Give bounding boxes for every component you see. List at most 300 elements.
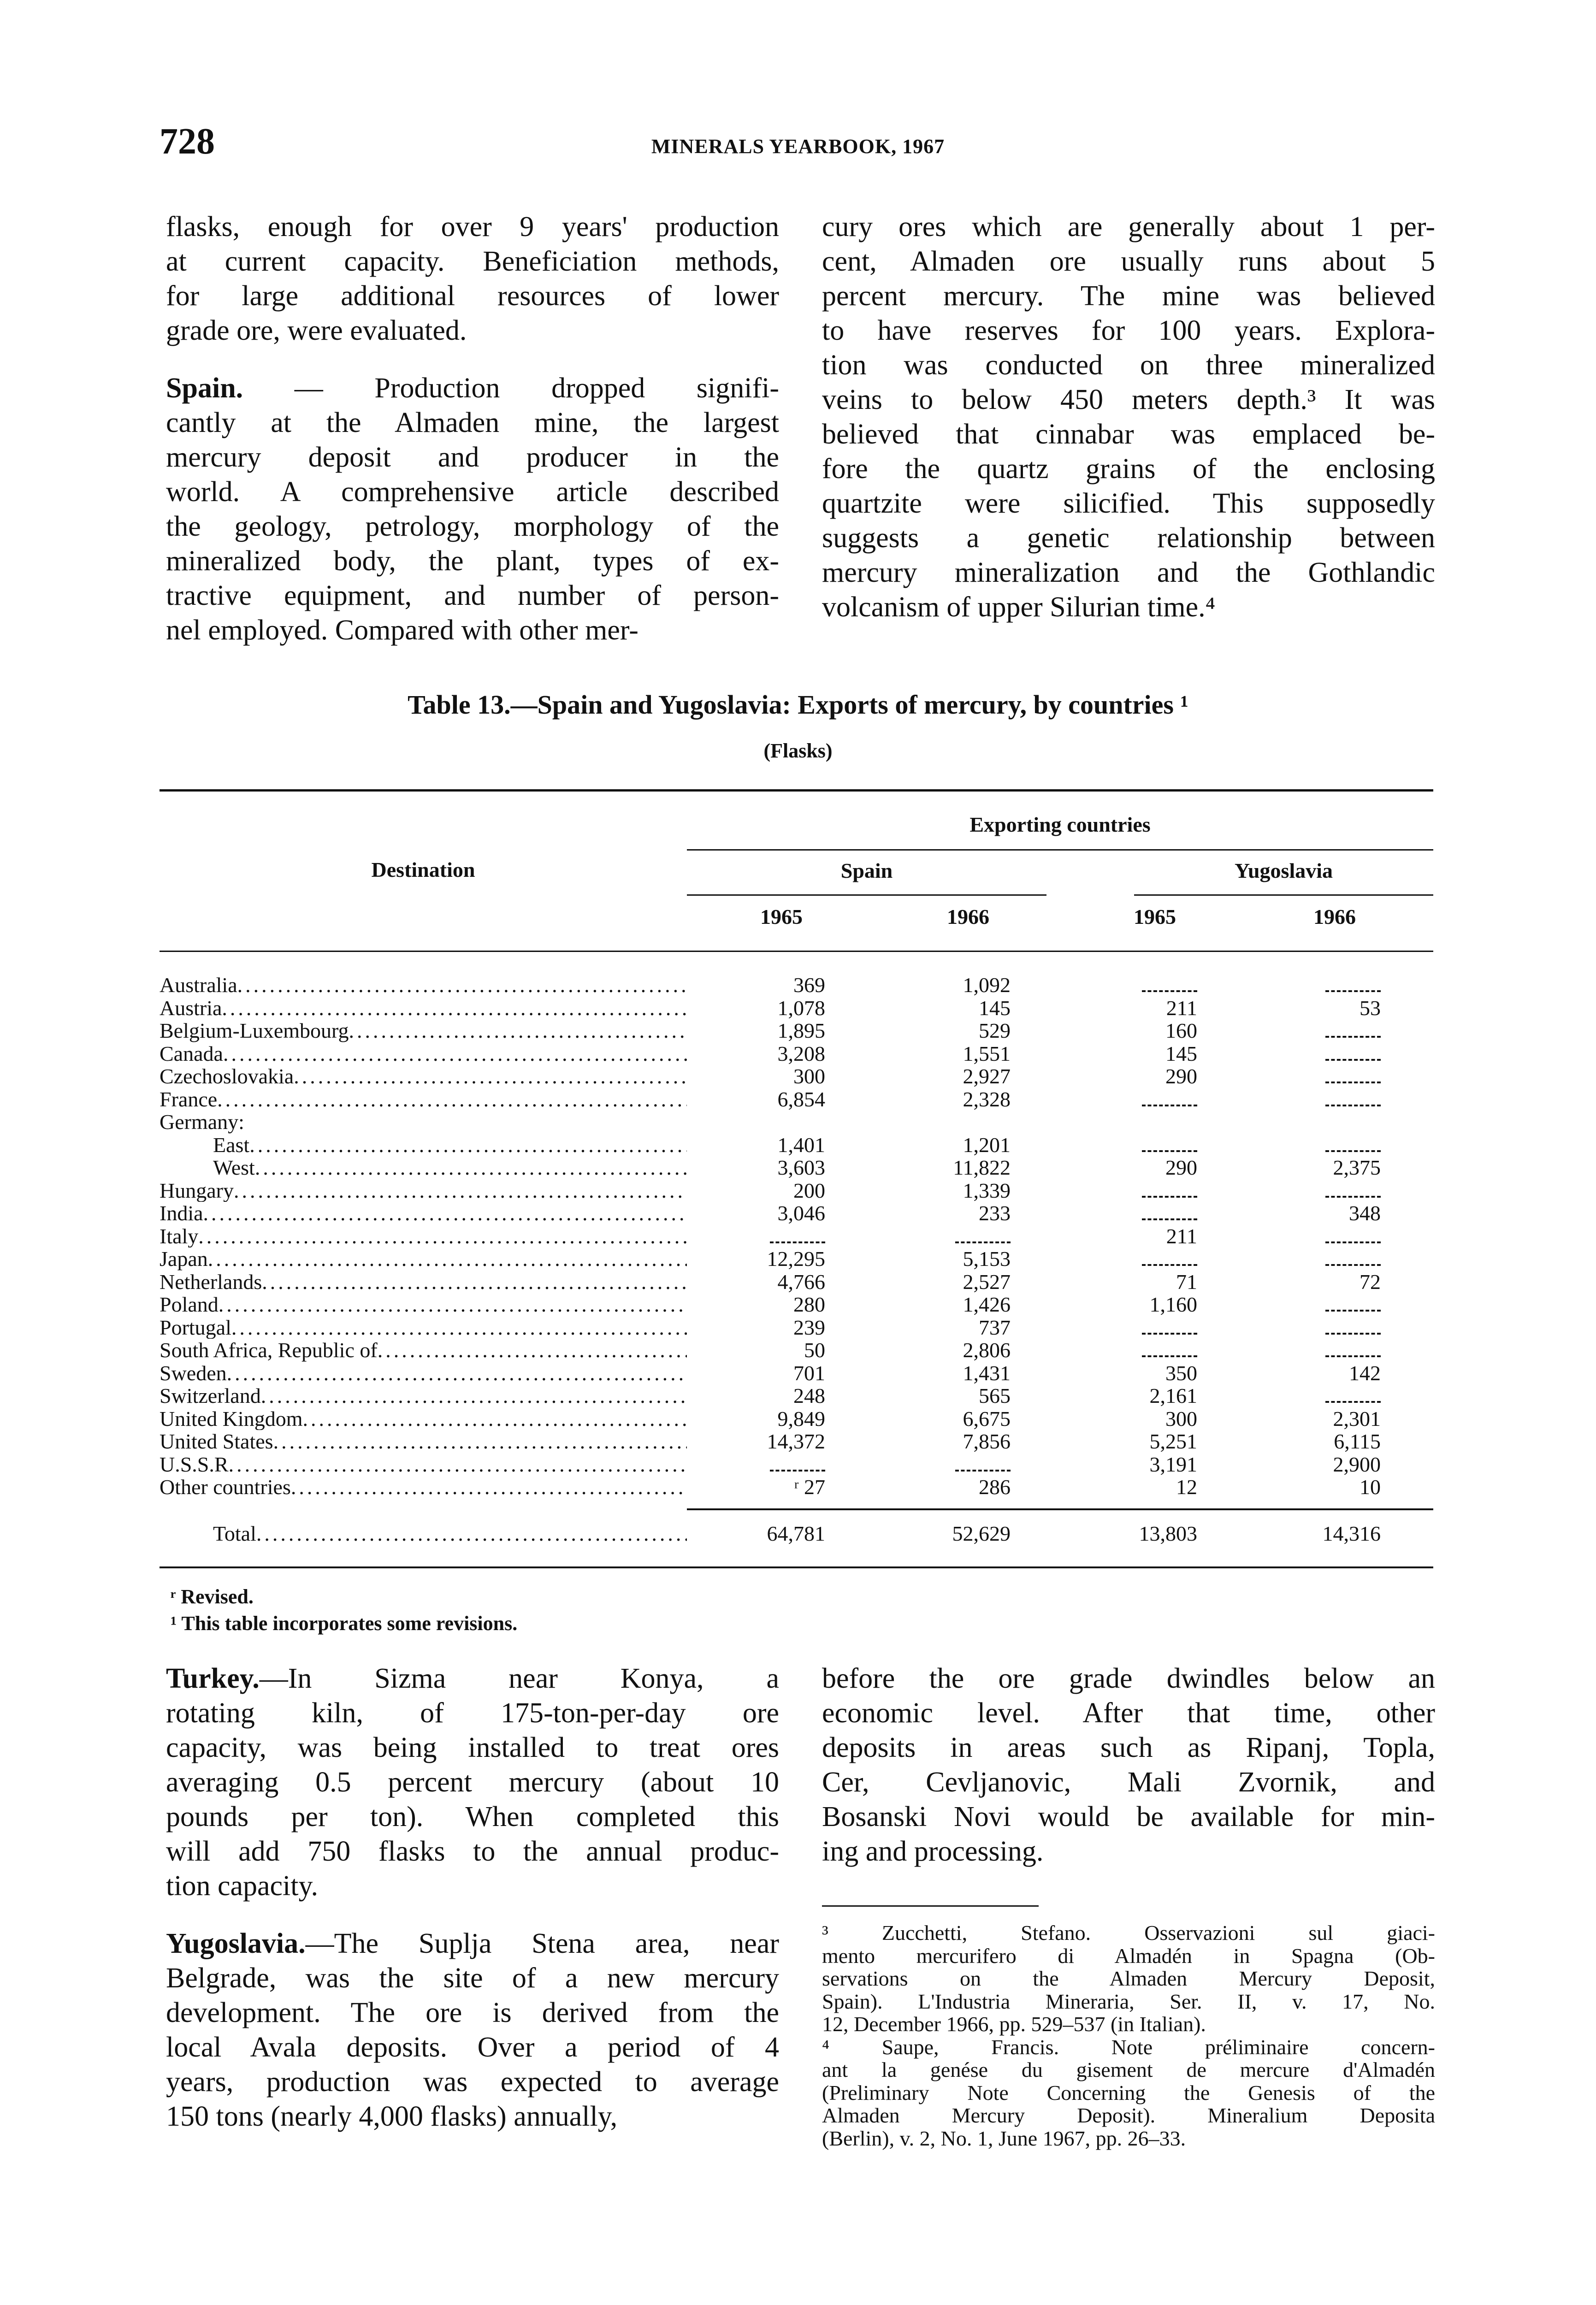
text-line [166, 1765, 779, 1800]
value-cell: 6,675 [963, 1407, 1011, 1430]
destination-cell [213, 1134, 687, 1157]
text-line-content: before the ore grade dwindles below an [822, 1663, 1435, 1694]
value-cell: 6,854 [777, 1087, 825, 1111]
header-rule [1134, 894, 1433, 896]
table-row [160, 1293, 1433, 1316]
text-line [822, 313, 1435, 348]
empty-cell-leader [955, 1228, 1011, 1243]
destination-label: Sweden [160, 1361, 227, 1384]
destination-label: Czechoslovakia [160, 1065, 294, 1088]
leader-dots [255, 1156, 687, 1179]
text-line [822, 1696, 1435, 1731]
value-cell [1242, 1225, 1381, 1248]
table-top-rule [160, 789, 1433, 792]
value-cell: 2,301 [1333, 1407, 1381, 1430]
value-cell: 2,375 [1333, 1156, 1381, 1179]
destination-cell [160, 1225, 687, 1248]
total-rule [687, 1508, 1433, 1510]
run-in-heading: Spain. [166, 372, 243, 404]
text-line-content: pounds per ton). When completed this [166, 1801, 779, 1832]
text-line [822, 348, 1435, 383]
text-line-content: will add 750 flasks to the annual produc- [166, 1836, 779, 1867]
leader-dots [378, 1339, 687, 1362]
destination-cell [160, 1042, 687, 1065]
text-line [166, 279, 779, 313]
value-cell: 12,295 [767, 1247, 825, 1271]
value-cell: 1,431 [963, 1361, 1011, 1385]
value-cell: 248 [793, 1384, 825, 1407]
destination-cell [160, 1247, 687, 1271]
value-cell: 737 [979, 1315, 1011, 1339]
text-line [822, 1967, 1435, 1990]
text-line-content: — Production dropped signifi- [243, 372, 779, 404]
text-line-content: ant la genése du gisement de mercure d'Almadén [822, 2058, 1435, 2081]
text-line [166, 1961, 779, 1996]
text-line-content: mineralized body, the plant, types of ex- [166, 545, 779, 577]
paragraph [166, 1661, 779, 1903]
value-cell: 280 [793, 1293, 825, 1316]
empty-cell-leader [1142, 976, 1197, 992]
text-line-content: ³ Zucchetti, Stefano. Osservazioni sul giaci- [822, 1921, 1435, 1944]
value-cell: 142 [1349, 1361, 1381, 1385]
leader-dots [261, 1384, 687, 1407]
empty-cell-leader [1325, 1250, 1381, 1266]
table-row [160, 1019, 1433, 1042]
destination-label: West [213, 1156, 255, 1179]
value-cell [1242, 1134, 1381, 1157]
paragraph [166, 1927, 779, 2134]
value-cell: 2,527 [963, 1270, 1011, 1294]
country-header-spain: Spain [840, 859, 893, 882]
text-line-content: mercury deposit and producer in the [166, 442, 779, 473]
empty-cell-leader [1142, 1319, 1197, 1335]
empty-cell-leader [1325, 1387, 1381, 1403]
paragraph [822, 1921, 1435, 2036]
value-cell: 3,603 [777, 1156, 825, 1179]
table-bottom-rule [160, 1566, 1433, 1568]
text-line [822, 1765, 1435, 1800]
empty-cell-leader [1325, 1342, 1381, 1357]
text-line [822, 2013, 1435, 2036]
value-cell: 50 [804, 1338, 825, 1362]
value-cell: 233 [979, 1201, 1011, 1225]
destination-label: Netherlands [160, 1270, 262, 1293]
value-cell: 11,822 [953, 1156, 1011, 1179]
text-line-content: rotating kiln, of 175-ton-per-day ore [166, 1697, 779, 1729]
destination-label: Hungary [160, 1179, 234, 1202]
leader-dots [219, 1293, 687, 1316]
leader-dots [237, 974, 687, 997]
table-row [160, 1065, 1433, 1088]
text-line [822, 279, 1435, 313]
text-line-content: suggests a genetic relationship between [822, 522, 1435, 554]
text-line-content: cantly at the Almaden mine, the largest [166, 407, 779, 438]
value-cell [1059, 1202, 1197, 1225]
value-cell [1059, 1247, 1197, 1271]
header-rule [687, 894, 1046, 896]
paragraph [822, 1661, 1435, 1869]
text-line [166, 544, 779, 579]
value-cell: 1,201 [963, 1133, 1011, 1157]
table-footnote: ¹ This table incorporates some revisions. [171, 1612, 518, 1635]
destination-label: Belgium-Luxembourg [160, 1019, 349, 1042]
text-line-content: believed that cinnabar was emplaced be- [822, 419, 1435, 450]
text-line [166, 1731, 779, 1765]
value-cell: 1,339 [963, 1178, 1011, 1202]
table-row [160, 1179, 1433, 1202]
destination-label: Other countries [160, 1476, 291, 1499]
empty-cell-leader [1325, 1091, 1381, 1106]
destination-cell [160, 997, 687, 1020]
value-cell: 286 [979, 1475, 1011, 1499]
table-row [160, 1134, 1433, 1157]
text-line-content: for large additional resources of lower [166, 280, 779, 312]
text-line-content: years, production was expected to average [166, 2066, 779, 2098]
empty-cell-leader [1325, 1068, 1381, 1083]
value-cell: 211 [1166, 996, 1197, 1020]
leader-dots [222, 997, 687, 1020]
destination-cell [160, 1019, 687, 1042]
footnotes [822, 1921, 1435, 2150]
value-cell [1059, 974, 1197, 997]
leader-dots [203, 1202, 687, 1225]
text-line [166, 2030, 779, 2065]
table-title: Table 13.—Spain and Yugoslavia: Exports of mercury, by countries ¹ [408, 690, 1188, 720]
value-cell: 64,781 [767, 1522, 825, 1545]
value-cell: 12 [1176, 1475, 1197, 1499]
destination-label: Italy [160, 1224, 199, 1247]
leader-dots [262, 1271, 687, 1294]
value-cell: 1,160 [1149, 1293, 1197, 1316]
text-line [822, 383, 1435, 417]
destination-cell [160, 1339, 687, 1362]
value-cell [1059, 1134, 1197, 1157]
empty-cell-leader [1142, 1205, 1197, 1220]
table-footnote: ʳ Revised. [171, 1585, 254, 1608]
destination-cell [160, 1430, 687, 1453]
year-header: 1965 [760, 905, 803, 928]
empty-cell-leader [1325, 1228, 1381, 1243]
value-cell: 1,895 [777, 1019, 825, 1042]
paragraph [166, 371, 779, 648]
destination-cell [160, 1111, 687, 1134]
table-row [160, 997, 1433, 1020]
leader-dots [349, 1019, 687, 1042]
text-line-content: (Berlin), v. 2, No. 1, June 1967, pp. 26–33. [822, 2126, 1186, 2150]
value-cell: 5,251 [1149, 1430, 1197, 1453]
text-line-content: averaging 0.5 percent mercury (about 10 [166, 1767, 779, 1798]
value-cell [1242, 1316, 1381, 1339]
text-line [822, 2058, 1435, 2081]
text-line-content: —The Suplja Stena area, near [305, 1928, 779, 1959]
text-line-content: Almaden Mercury Deposit). Mineralium Deposita [822, 2104, 1435, 2127]
destination-label: India [160, 1202, 203, 1225]
destination-cell [160, 1407, 687, 1430]
value-cell: 348 [1349, 1201, 1381, 1225]
value-cell [1242, 1065, 1381, 1088]
destination-label: United States [160, 1430, 273, 1453]
destination-cell [160, 1202, 687, 1225]
value-cell: 290 [1165, 1064, 1197, 1088]
paragraph [822, 2036, 1435, 2150]
value-cell: ʳ 27 [794, 1475, 825, 1499]
table-row [160, 1384, 1433, 1407]
value-cell: 5,153 [963, 1247, 1011, 1271]
text-line-content: Belgrade, was the site of a new mercury [166, 1962, 779, 1994]
destination-label: United Kingdom [160, 1407, 303, 1430]
destination-cell [160, 1362, 687, 1385]
paragraph [822, 210, 1435, 625]
text-line [166, 579, 779, 613]
value-cell: 53 [1360, 996, 1381, 1020]
value-cell: 300 [793, 1064, 825, 1088]
text-line [166, 440, 779, 475]
text-column-bottom-left [166, 1661, 779, 2157]
value-cell: 4,766 [777, 1270, 825, 1294]
text-line [166, 371, 779, 406]
destination-cell [160, 1065, 687, 1088]
value-cell: 529 [979, 1019, 1011, 1042]
empty-cell-leader [1142, 1250, 1197, 1266]
text-line-content: volcanism of upper Silurian time.⁴ [822, 591, 1216, 623]
table-row [160, 1088, 1433, 1111]
leader-dots [234, 1179, 687, 1202]
text-line [166, 2099, 779, 2134]
value-cell [1242, 1293, 1381, 1316]
text-line [166, 1869, 779, 1903]
text-line-content: cent, Almaden ore usually runs about 5 [822, 246, 1435, 277]
table-row [160, 1339, 1433, 1362]
text-line [166, 613, 779, 648]
value-cell [1242, 1247, 1381, 1271]
destination-label: Total [213, 1522, 256, 1545]
table-row [160, 1247, 1433, 1271]
text-line-content: mento mercurifero di Almadén in Spagna (Ob- [822, 1944, 1435, 1968]
value-cell [687, 1225, 825, 1248]
text-line [822, 486, 1435, 521]
value-cell: 14,316 [1322, 1522, 1381, 1545]
text-line [166, 1927, 779, 1961]
value-cell: 52,629 [952, 1522, 1011, 1545]
group-header: Exporting countries [969, 813, 1151, 836]
text-line [166, 244, 779, 279]
leader-dots [294, 1065, 687, 1088]
value-cell [1242, 1042, 1381, 1065]
destination-cell [160, 1453, 687, 1476]
value-cell [1059, 1088, 1197, 1111]
year-header: 1965 [1134, 905, 1176, 928]
value-cell [872, 1225, 1011, 1248]
value-cell: 9,849 [777, 1407, 825, 1430]
text-line [822, 1834, 1435, 1869]
text-line-content: —In Sizma near Konya, a [259, 1663, 779, 1694]
value-cell [1242, 1339, 1381, 1362]
text-line-content: mercury mineralization and the Gothlandic [822, 557, 1435, 588]
table-row [160, 1430, 1433, 1453]
value-cell [687, 1453, 825, 1476]
total-row [160, 1522, 1433, 1545]
destination-cell [160, 1088, 687, 1111]
text-line-content: quartzite were silicified. This supposedly [822, 488, 1435, 519]
text-line-content: 150 tons (nearly 4,000 flasks) annually, [166, 2101, 618, 2132]
text-line-content: tractive equipment, and number of person- [166, 580, 779, 611]
text-line-content: development. The ore is derived from the [166, 1997, 779, 2028]
destination-label: East [213, 1133, 250, 1156]
destination-label: France [160, 1087, 218, 1111]
paragraph [166, 210, 779, 348]
leader-dots [229, 1453, 687, 1476]
footnote-rule [822, 1905, 1039, 1907]
table-row [160, 1407, 1433, 1430]
destination-header: Destination [371, 858, 475, 881]
header-rule [687, 849, 1433, 851]
empty-cell-leader [1142, 1136, 1197, 1152]
text-line-content: deposits in areas such as Ripanj, Topla, [822, 1732, 1435, 1763]
text-line [822, 1990, 1435, 2013]
page-number: 728 [160, 121, 215, 162]
text-line [822, 2127, 1435, 2150]
text-line-content: nel employed. Compared with other mer- [166, 615, 638, 646]
empty-cell-leader [1325, 1022, 1381, 1038]
value-cell: 13,803 [1139, 1522, 1197, 1545]
country-header-yugoslavia: Yugoslavia [1234, 859, 1333, 882]
text-line [822, 1800, 1435, 1834]
value-cell: 1,426 [963, 1293, 1011, 1316]
table-row [160, 1271, 1433, 1294]
text-line-content: at current capacity. Beneficiation methods, [166, 246, 779, 277]
value-cell: 3,046 [777, 1201, 825, 1225]
value-cell: 2,900 [1333, 1452, 1381, 1476]
value-cell: 7,856 [963, 1430, 1011, 1453]
text-line-content: cury ores which are generally about 1 per- [822, 211, 1435, 242]
value-cell: 239 [793, 1315, 825, 1339]
text-line-content: economic level. After that time, other [822, 1697, 1435, 1729]
empty-cell-leader [1325, 1136, 1381, 1152]
value-cell: 1,551 [963, 1041, 1011, 1065]
text-line [822, 2036, 1435, 2059]
value-cell: 1,078 [777, 996, 825, 1020]
table-row [160, 974, 1433, 997]
table-row [160, 1156, 1433, 1179]
text-line [822, 590, 1435, 625]
text-column-bottom-right [822, 1661, 1435, 1892]
table-row [160, 1111, 1433, 1134]
empty-cell-leader [1325, 1045, 1381, 1061]
text-line-content: local Avala deposits. Over a period of 4 [166, 2032, 779, 2063]
empty-cell-leader [1325, 976, 1381, 992]
run-in-heading: Turkey. [166, 1663, 260, 1694]
text-line-content: grade ore, were evaluated. [166, 315, 467, 346]
year-header: 1966 [947, 905, 989, 928]
text-line [822, 1921, 1435, 1944]
text-line-content: the geology, petrology, morphology of the [166, 511, 779, 542]
empty-cell-leader [1142, 1182, 1197, 1198]
destination-label: Portugal [160, 1316, 231, 1339]
text-line [166, 1661, 779, 1696]
destination-label: Australia [160, 974, 237, 997]
leader-dots [291, 1476, 687, 1499]
text-column-top-left [166, 210, 779, 671]
destination-label: Japan [160, 1247, 208, 1271]
text-line [822, 1944, 1435, 1968]
table-row [160, 1202, 1433, 1225]
leader-dots [231, 1316, 687, 1339]
leader-dots [256, 1522, 687, 1545]
text-line-content: Cer, Cevljanovic, Mali Zvornik, and [822, 1767, 1435, 1798]
text-line-content: to have reserves for 100 years. Explora- [822, 315, 1435, 346]
table-unit: (Flasks) [763, 739, 833, 762]
text-line [166, 509, 779, 544]
leader-dots [208, 1247, 687, 1271]
destination-label: Switzerland [160, 1384, 261, 1407]
text-line [166, 406, 779, 440]
run-in-heading: Yugoslavia. [166, 1928, 306, 1959]
leader-dots [223, 1042, 687, 1065]
table-row [160, 1225, 1433, 1248]
text-line [822, 210, 1435, 244]
text-line-content: percent mercury. The mine was believed [822, 280, 1435, 312]
value-cell: 3,208 [777, 1041, 825, 1065]
destination-label: Poland [160, 1293, 219, 1316]
empty-cell-leader [1325, 1182, 1381, 1198]
year-header: 1966 [1313, 905, 1356, 928]
text-column-top-right [822, 210, 1435, 648]
leader-dots [249, 1134, 687, 1157]
text-line [822, 1731, 1435, 1765]
destination-cell [213, 1522, 687, 1545]
text-line [822, 556, 1435, 590]
value-cell: 2,328 [963, 1087, 1011, 1111]
value-cell [1242, 1019, 1381, 1042]
value-cell: 1,401 [777, 1133, 825, 1157]
value-cell [1059, 1179, 1197, 1202]
text-line [166, 2065, 779, 2099]
leader-dots [198, 1225, 687, 1248]
leader-dots [217, 1088, 687, 1111]
text-line-content: Spain). L'Industria Mineraria, Ser. II, v. 17, No. [822, 1989, 1435, 2013]
text-line-content: Bosanski Novi would be available for min- [822, 1801, 1435, 1832]
empty-cell-leader [1325, 1296, 1381, 1312]
text-line-content: veins to below 450 meters depth.³ It was [822, 384, 1435, 415]
value-cell: 200 [793, 1178, 825, 1202]
value-cell: 10 [1360, 1475, 1381, 1499]
text-line [822, 244, 1435, 279]
destination-cell [213, 1156, 687, 1179]
text-line [166, 210, 779, 244]
leader-dots [227, 1362, 687, 1385]
destination-label: Germany: [160, 1111, 244, 1134]
value-cell: 300 [1165, 1407, 1197, 1430]
destination-cell [160, 974, 687, 997]
value-cell: 72 [1360, 1270, 1381, 1294]
destination-cell [160, 1293, 687, 1316]
value-cell: 369 [793, 973, 825, 997]
text-line [166, 1996, 779, 2030]
value-cell: 71 [1176, 1270, 1197, 1294]
empty-cell-leader [1325, 1319, 1381, 1335]
value-cell: 1,092 [963, 973, 1011, 997]
leader-dots [302, 1407, 687, 1430]
table-row [160, 1042, 1433, 1065]
value-cell: 145 [1165, 1041, 1197, 1065]
value-cell: 2,161 [1149, 1384, 1197, 1407]
empty-cell-leader [955, 1456, 1011, 1472]
value-cell [1242, 974, 1381, 997]
text-line [166, 1696, 779, 1731]
value-cell: 6,115 [1334, 1430, 1381, 1453]
empty-cell-leader [1142, 1091, 1197, 1106]
text-line-content: 12, December 1966, pp. 529–537 (in Italian). [822, 2012, 1206, 2036]
